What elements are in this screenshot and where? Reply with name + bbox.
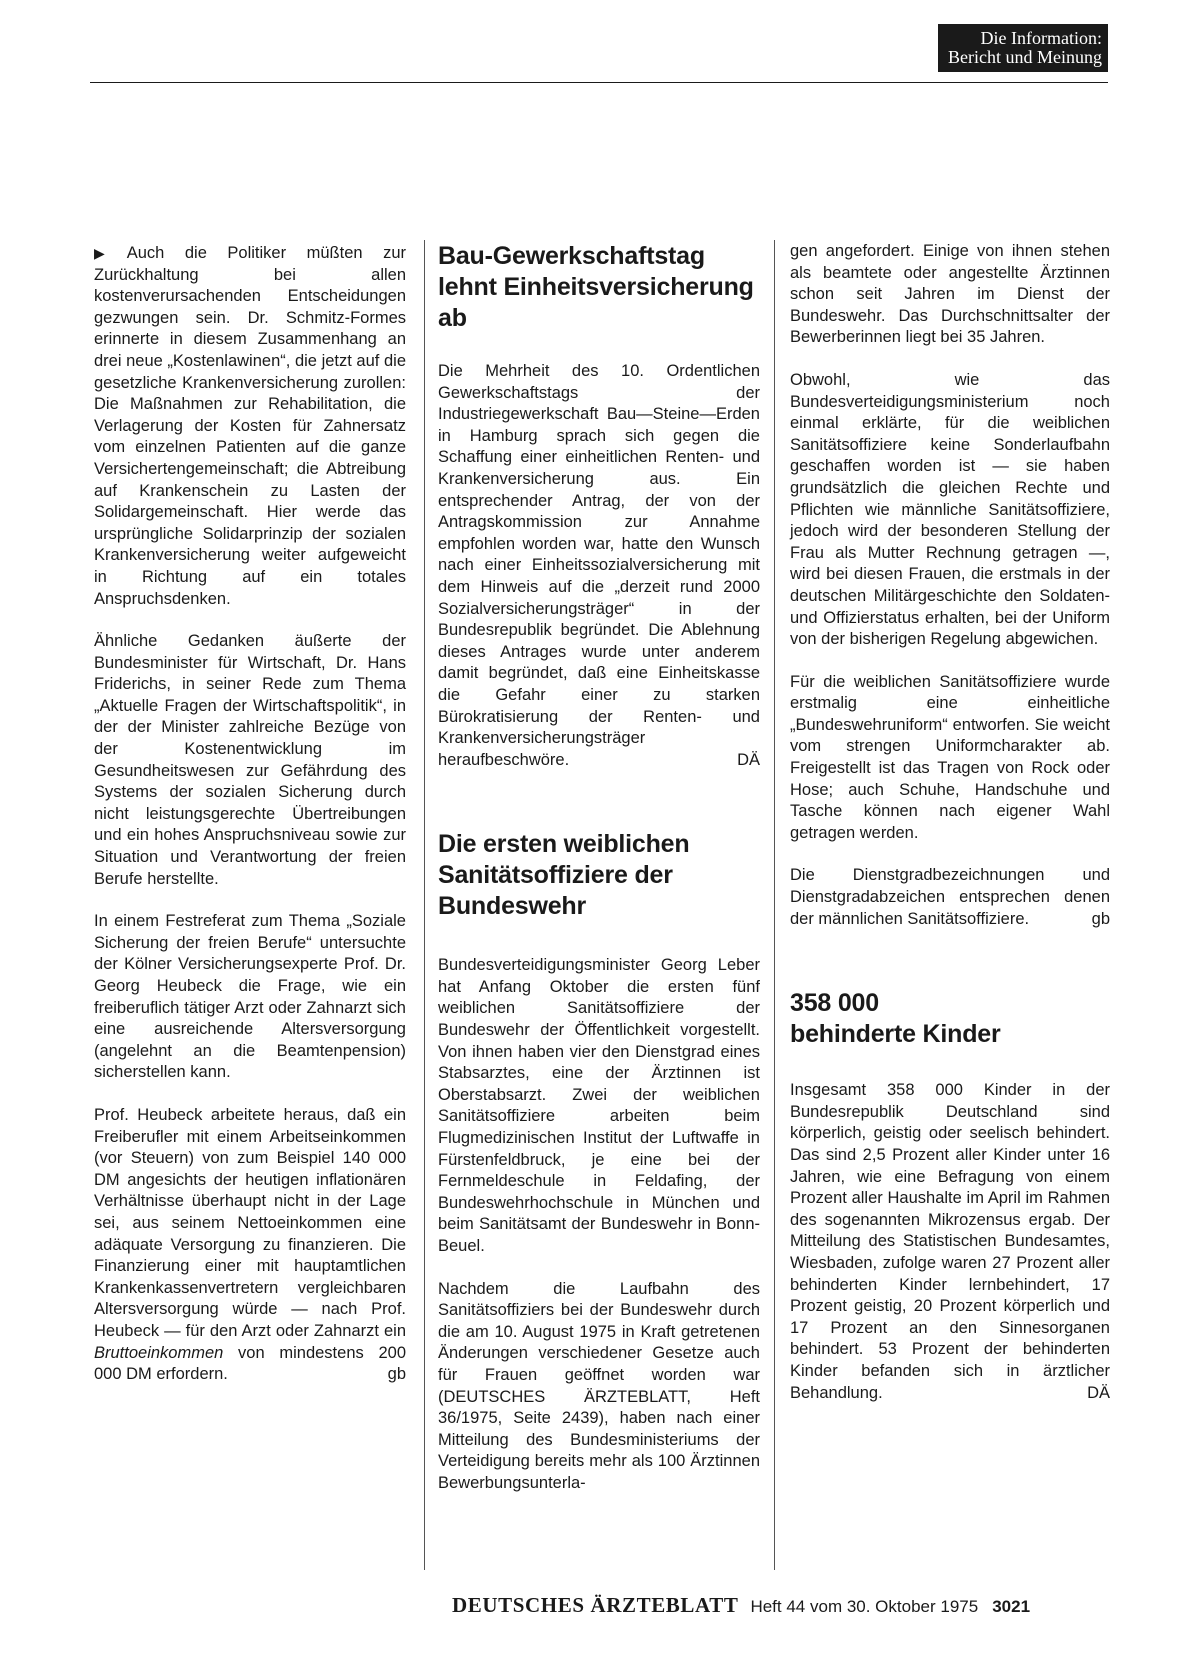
paragraph: Die Dienstgradbezeichnungen und Dienstgradabzeichen entsprechen denen der männlichen Sanitätsoffiziere. gb (790, 865, 1110, 930)
section-tag-line1: Die Information: (980, 28, 1102, 48)
column-2 (438, 243, 760, 1495)
paragraph: ▶ Auch die Politiker müßten zur Zurückhaltung bei allen kostenverursachenden Entscheidungen gezwungen sein. Dr. Schmitz-Formes erinnerte in diesem Zusammenhang an drei neue „Kostenlawinen“, die jetzt auf die gesetzliche Krankenversicherung zurollen: Die Maßnahmen zur Rehabilitation, die Verlagerung der Kosten für Zahnersatz vom einzelnen Patienten auf die ganze Versichertengemeinschaft; die Abtreibung auf Krankenschein zu Lasten der Solidargemeinschaft. Hier werde das ursprüngliche Solidarprinzip der sozialen Krankenversicherung weiter aufgeweicht in Richtung auf ein totales Anspruchsdenken. (94, 244, 406, 608)
paragraph: Nachdem die Laufbahn des Sanitätsoffiziers bei der Bundeswehr durch die am 10. August 1975 in Kraft getretenen Änderungen verschiedener Gesetze auch für Frauen geöffnet worden war (DEUTSCHES ÄRZTEBLATT, Heft 36/1975, Seite 2439), haben nach einer Mitteilung des Bundesministeriums der Verteidigung bereits mehr als 100 Ärztinnen Bewerbungsunterla- (438, 1279, 760, 1492)
article-headline: Bau-Gewerkschaftstag lehnt Einheitsversicherung ab (438, 242, 754, 332)
top-rule (90, 82, 1108, 83)
paragraph: Die Mehrheit des 10. Ordentlichen Gewerkschaftstags der Industriegewerkschaft Bau—Steine—Erden in Hamburg sprach sich gegen die Schaffung einer einheitlichen Renten- und Krankenversicherung aus. Ein entsprechender Antrag, der von der Antragskommission zur Annahme empfohlen worden war, hatte den Wunsch nach einer Einheitssozialversicherung mit dem Hinweis auf die „derzeit rund 2000 Sozialversicherungsträger“ in der Bundesrepublik begründet. Die Ablehnung dieses Antrages wurde unter anderem damit begründet, daß eine Einheitskasse die Gefahr einer zu starken Bürokratisierung der Renten- und Krankenversicherungsträger heraufbeschwöre. DÄ (438, 361, 760, 771)
paragraph: Prof. Heubeck arbeitete heraus, daß ein Freiberufler mit einem Arbeitseinkommen (vor Steuern) von zum Beispiel 140 000 DM angesichts der heutigen inflationären Verhältnisse überhaupt nicht in der Lage sei, aus seinem Nettoeinkommen eine adäquate Versorgung zu finanzieren. Die Finanzierung einer mit hauptamtlichen Krankenkassenvertretern vergleichbaren Altersversorgung würde — nach Prof. Heubeck — für den Arzt oder Zahnarzt ein Bruttoeinkommen von mindestens 200 000 DM erfordern. gb (94, 1105, 406, 1386)
section-tag (938, 24, 1108, 72)
emphasis: Bruttoeinkommen (94, 1343, 224, 1362)
paragraph: Obwohl, wie das Bundesverteidigungsministerium noch einmal erklärte, für die weiblichen Sanitätsoffiziere keine Sonderlaufbahn geschaffen worden ist — sie haben grundsätzlich die gleichen Rechte und Pflichten wie männliche Sanitätsoffiziere, jedoch wird der besonderen Stellung der Frau als Mutter Rechnung getragen —, wird bei diesen Frauen, die erstmals in der deutschen Militärgeschichte den Soldaten- und Offizierstatus erhalten, bei der Uniform von der bisherigen Regelung abgewichen. (790, 370, 1110, 649)
author-signature: DÄ (737, 750, 760, 769)
column-1 (94, 243, 406, 1386)
paragraph: In einem Festreferat zum Thema „Soziale Sicherung der freien Berufe“ untersuchte der Kölner Versicherungsexperte Prof. Dr. Georg Heubeck die Frage, wie ein freiberuflich tätiger Arzt oder Zahnarzt sich eine ausreichende Altersversorgung (angelehnt an die Beamtenpension) sicherstellen kann. (94, 912, 406, 1082)
paragraph: Bundesverteidigungsminister Georg Leber hat Anfang Oktober die ersten fünf weiblichen Sanitätsoffiziere der Bundeswehr der Öffentlichkeit vorgestellt. Von ihnen haben vier den Dienstgrad eines Stabsarztes, eine der Ärztinnen ist Oberstabsarzt. Zwei der weiblichen Sanitätsoffiziere arbeiten beim Flugmedizinischen Institut der Luftwaffe in Fürstenfeldbruck, je eine bei der Fernmeldeschule in Feldafing, der Bundeswehrhochschule in München und beim Sanitätsamt der Bundeswehr in Bonn-Beuel. (438, 956, 760, 1255)
page-footer (452, 1593, 1110, 1618)
column-divider (424, 240, 425, 1570)
article-headline: 358 000 behinderte Kinder (790, 989, 1001, 1049)
issue-info: Heft 44 vom 30. Oktober 1975 (750, 1597, 979, 1616)
page-number: 3021 (992, 1597, 1031, 1616)
paragraph: Für die weiblichen Sanitätsoffiziere wurde erstmalig eine einheitliche „Bundeswehruniform“ entworfen. Sie weicht vom strengen Uniformcharakter ab. Freigestellt ist das Tragen von Rock oder Hose; auch Schuhe, Handschuhe und Tasche können nach eigener Wahl getragen werden. (790, 672, 1110, 842)
author-signature: gb (387, 1365, 406, 1384)
magazine-name: DEUTSCHES ÄRZTEBLATT (452, 1593, 739, 1617)
author-signature: DÄ (1087, 1383, 1110, 1402)
section-tag-line2: Bericht und Meinung (948, 47, 1102, 67)
paragraph: Ähnliche Gedanken äußerte der Bundesminister für Wirtschaft, Dr. Hans Friderichs, in seiner Rede zum Thema „Aktuelle Fragen der Wirtschaftspolitik“, in der der Minister zahlreiche Bezüge von der Kostenentwicklung im Gesundheitswesen zur Gefährdung des Systems der sozialen Sicherung durch nicht leistungsgerechte Übertreibungen und ein hohes Anspruchsniveau sowie zur Situation und Verantwortung der freien Berufe herstellte. (94, 632, 406, 888)
author-signature: gb (1091, 909, 1110, 928)
article-headline: Die ersten weiblichen Sanitätsoffiziere der Bundeswehr (438, 830, 690, 921)
column-3 (790, 241, 1110, 1404)
paragraph: gen angefordert. Einige von ihnen stehen als beamtete oder angestellte Ärztinnen schon seit Jahren im Dienst der Bundeswehr. Das Durchschnittsalter der Bewerberinnen liegt bei 35 Jahren. (790, 242, 1110, 347)
arrow-right-icon: ▶ (94, 245, 121, 261)
column-divider (774, 240, 775, 1570)
paragraph: Insgesamt 358 000 Kinder in der Bundesrepublik Deutschland sind körperlich, geistig oder seelisch behindert. Das sind 2,5 Prozent aller Kinder unter 16 Jahren, wie eine Befragung von einem Prozent aller Haushalte im April im Rahmen des sogenannten Mikrozensus ergab. Der Mitteilung des Statistischen Bundesamtes, Wiesbaden, zufolge waren 27 Prozent aller behinderten Kinder lernbehindert, 17 Prozent geistig, 20 Prozent körperlich und 17 Prozent an den Sinnesorganen behindert. 53 Prozent der behinderten Kinder befanden sich in ärztlicher Behandlung. DÄ (790, 1080, 1110, 1404)
